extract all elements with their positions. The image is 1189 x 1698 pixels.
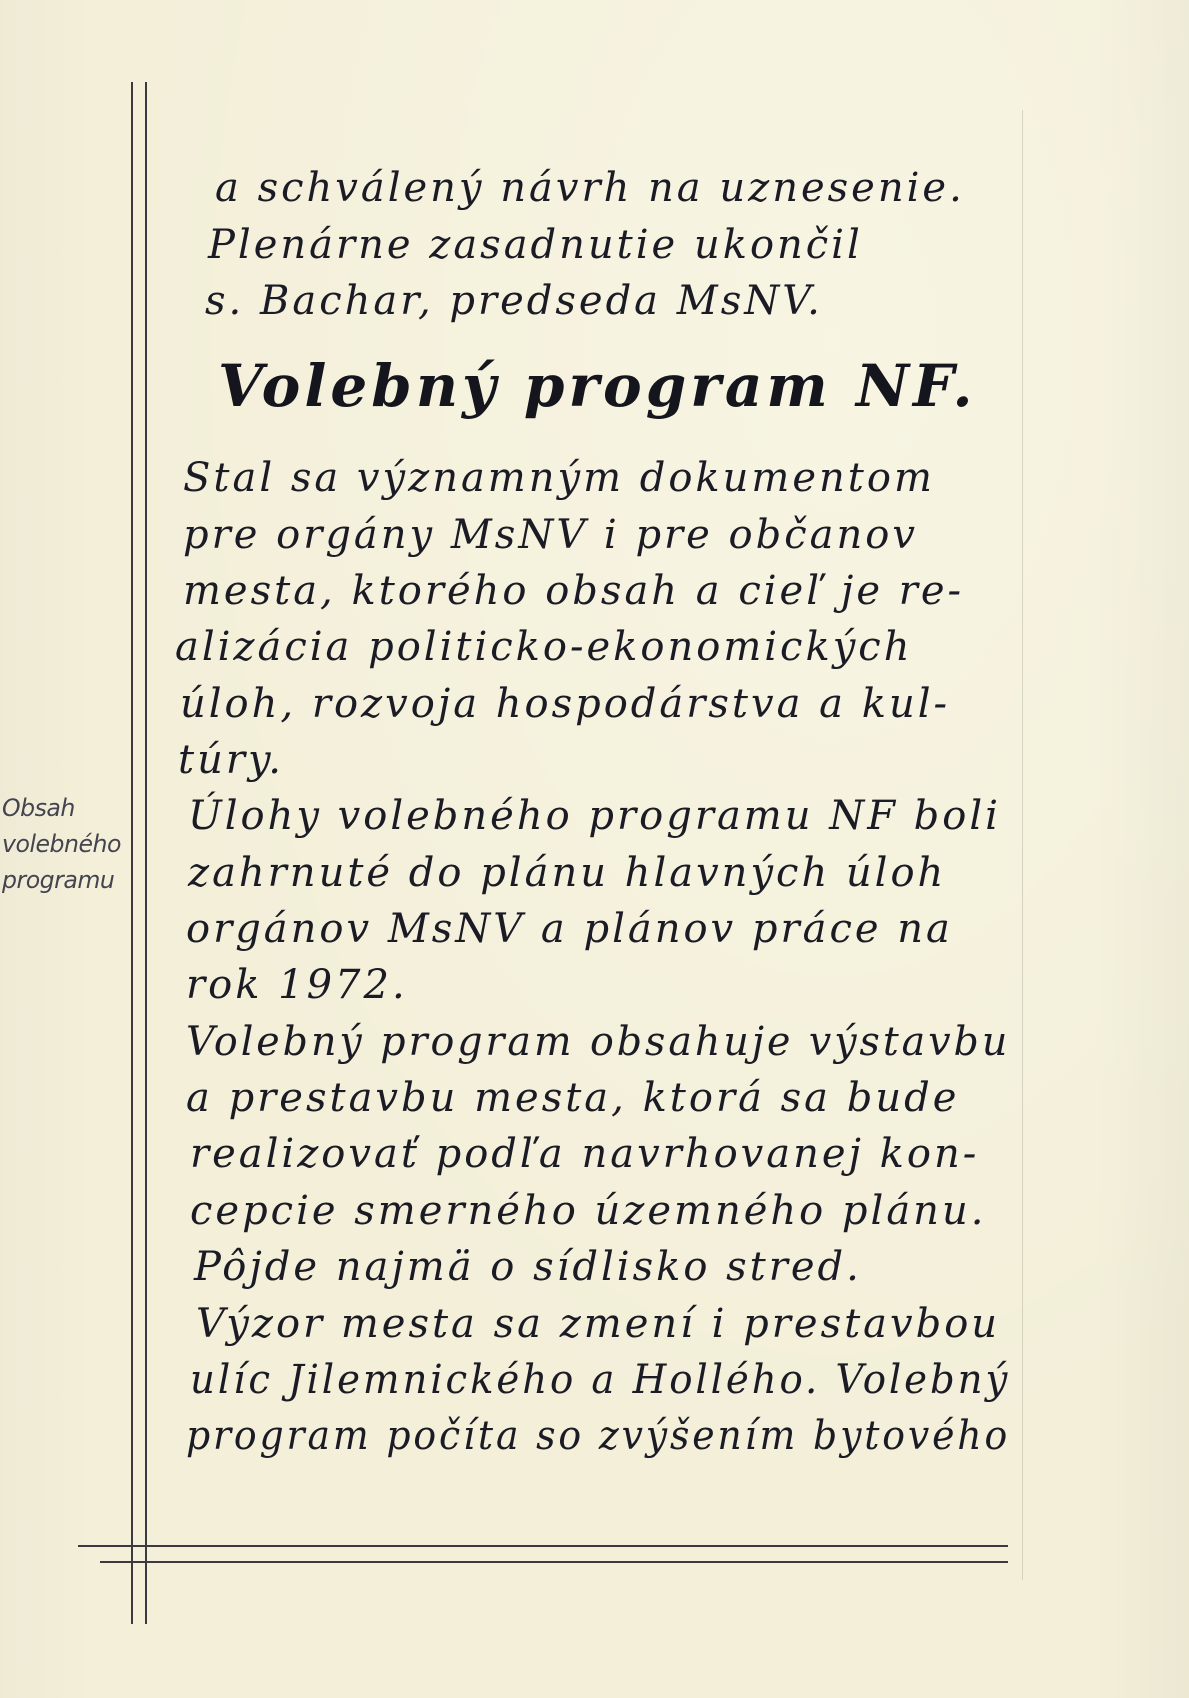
body-line: mesta, ktorého obsah a cieľ je re- xyxy=(183,568,965,614)
body-line: a prestavbu mesta, ktorá sa bude xyxy=(186,1075,960,1121)
body-line: Stal sa významným dokumentom xyxy=(183,455,935,501)
intro-line: a schválený návrh na uznesenie. xyxy=(215,165,965,211)
body-line: realizovať podľa navrhovanej kon- xyxy=(190,1131,980,1177)
margin-note-line: volebného xyxy=(2,830,122,858)
intro-line: s. Bachar, predseda MsNV. xyxy=(205,278,823,324)
body-line: alizácia politicko-ekonomických xyxy=(175,624,913,670)
body-line: zahrnuté do plánu hlavných úloh xyxy=(188,850,947,896)
section-heading: Volebný program NF. xyxy=(218,352,977,420)
body-line: Výzor mesta sa zmení i prestavbou xyxy=(196,1301,1001,1347)
body-line: rok 1972. xyxy=(186,962,408,1008)
body-line: túry. xyxy=(178,737,284,783)
body-line: ulíc Jilemnického a Hollého. Volebný xyxy=(190,1357,1011,1403)
body-line: program počíta so zvýšením bytového xyxy=(186,1413,1011,1459)
body-line: úloh, rozvoja hospodárstva a kul- xyxy=(180,681,951,727)
margin-note-line: Obsah xyxy=(2,794,75,822)
body-line: Úlohy volebného programu NF boli xyxy=(188,793,1001,839)
body-line: Volebný program obsahuje výstavbu xyxy=(186,1019,1011,1065)
body-line: Pôjde najmä o sídlisko stred. xyxy=(194,1244,862,1290)
body-line: cepcie smerného územného plánu. xyxy=(190,1188,987,1234)
body-line: pre orgány MsNV i pre občanov xyxy=(183,512,918,558)
margin-note-line: programu xyxy=(2,866,115,894)
intro-line: Plenárne zasadnutie ukončil xyxy=(208,222,863,268)
body-line: orgánov MsNV a plánov práce na xyxy=(186,906,953,952)
